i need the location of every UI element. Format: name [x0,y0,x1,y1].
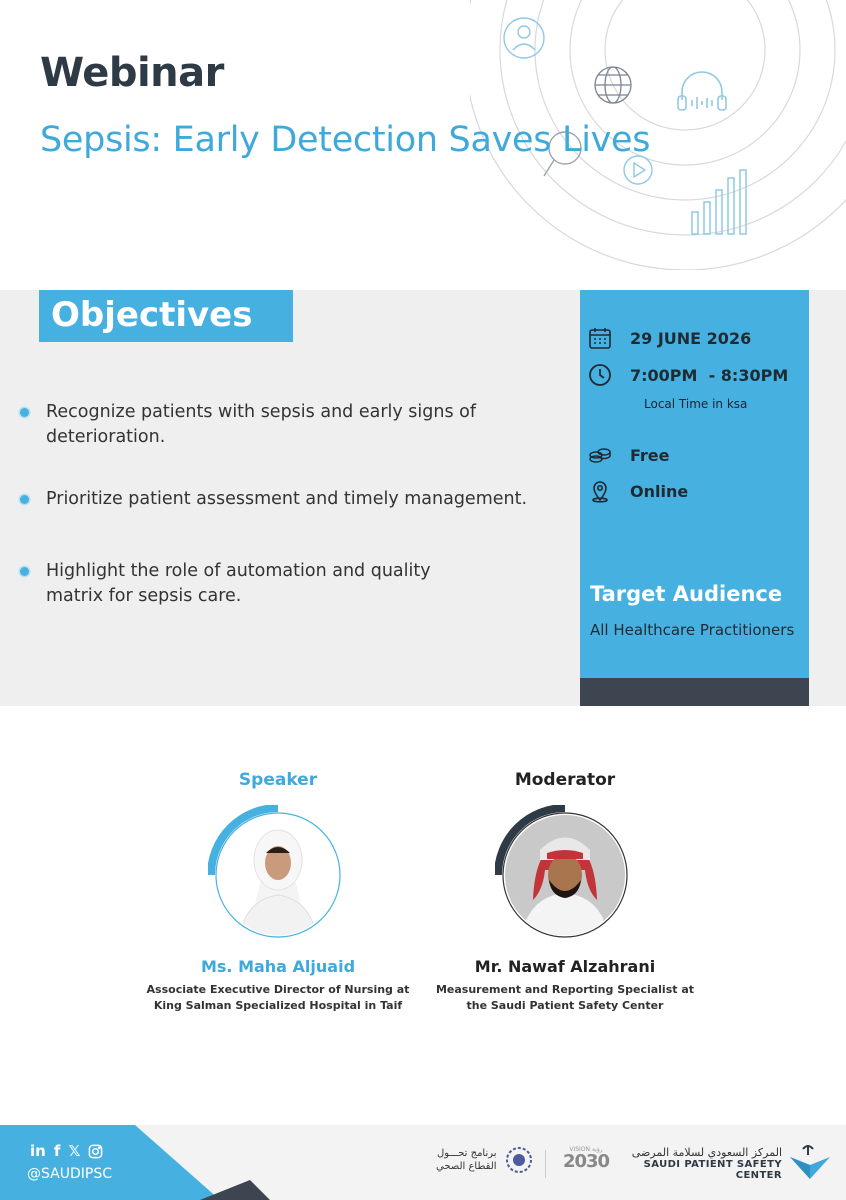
moderator-description: Measurement and Reporting Specialist at the Saudi Patient Safety Center [435,983,695,1012]
social-handle[interactable]: @SAUDIPSC [27,1166,112,1182]
location-pin-icon [588,479,612,503]
bullet-dot [20,567,29,576]
logo-separator [545,1150,546,1178]
list-item: Recognize patients with sepsis and early signs of deterioration. [20,400,500,450]
date-row [588,326,751,350]
event-date: 29 JUNE 2026 [630,328,752,348]
facebook-icon[interactable]: f [53,1142,61,1160]
spsc-logo-text: المركز السعودي لسلامة المرضى SAUDI PATIENT SAFETY CENTER [631,1146,782,1181]
page-title: Sepsis: Early Detection Saves Lives [40,120,651,160]
health-sector-transformation-logo: برنامج تحـــول القطاع الصحي [436,1146,533,1174]
globe-icon [595,67,631,103]
event-info-panel [580,290,809,678]
calendar-icon [588,326,612,350]
timezone-note: Local Time in ksa [644,397,748,411]
location-row [588,479,688,503]
target-audience-title: Target Audience [590,582,783,606]
event-time: 7:00PM - 8:30PM [630,365,789,385]
speaker-description: Associate Executive Director of Nursing at King Salman Specialized Hospital in Taif [146,983,410,1012]
price-row [588,443,670,467]
bullet-dot [20,408,29,417]
event-price: Free [630,445,670,465]
footer-accent-shape [0,1125,300,1200]
vision-2030-logo: VISION رؤية 2030 [562,1146,610,1172]
speaker-card [118,770,438,1014]
event-location: Online [630,481,689,501]
moderator-photo [495,805,635,945]
list-item: Prioritize patient assessment and timely management. [20,487,560,512]
webinar-label: Webinar [40,50,224,96]
coins-icon [588,443,612,467]
objectives-heading: Objectives [39,290,293,342]
objectives-list [20,400,560,609]
info-panel-footer-bar [580,678,809,706]
time-row [588,363,788,387]
linkedin-icon[interactable]: in [30,1142,46,1160]
play-icon [624,156,652,184]
speaker-role: Speaker [238,770,318,790]
bullet-dot [20,495,29,504]
speaker-photo [208,805,348,945]
user-icon [504,18,544,58]
bar-chart-icon [692,170,746,234]
moderator-name: Mr. Nawaf Alzahrani [474,957,656,976]
headphones-icon [678,72,726,110]
target-audience-text: All Healthcare Practitioners [590,621,795,639]
speaker-name: Ms. Maha Aljuaid [200,957,356,976]
moderator-card [405,770,725,1014]
clock-icon [588,363,612,387]
x-twitter-icon[interactable]: 𝕏 [68,1142,81,1160]
moderator-role: Moderator [514,770,616,790]
instagram-icon[interactable] [88,1144,103,1159]
list-item: Highlight the role of automation and quality matrix for sepsis care. [20,559,460,609]
emblem-icon [505,1146,533,1174]
social-links [30,1142,103,1160]
spsc-logo-mark-icon [788,1143,832,1179]
